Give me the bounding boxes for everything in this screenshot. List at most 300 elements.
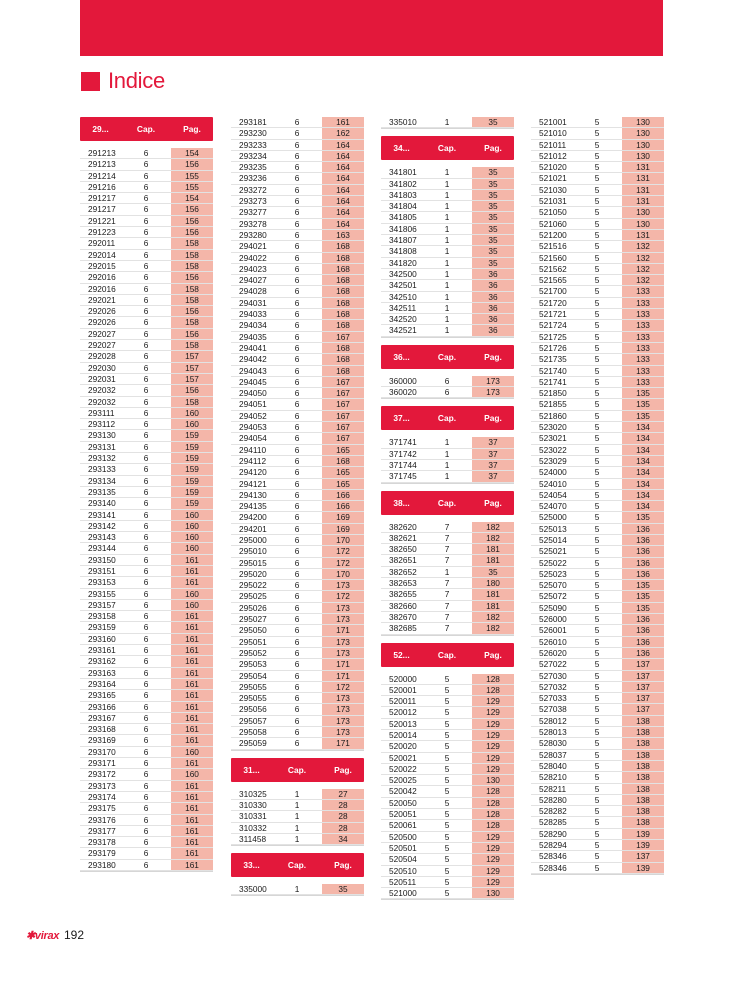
table-row [80,498,213,509]
article-code: 293173 [88,780,116,791]
chapter-value: 6 [143,633,149,644]
chapter-value: 1 [444,291,450,302]
article-code: 291216 [88,181,116,192]
chapter-value: 1 [444,280,450,291]
table-row [80,397,213,408]
article-code: 382620 [389,521,417,532]
article-code: 294112 [239,455,267,466]
article-code: 521735 [539,354,567,365]
page-value: 160 [171,747,213,757]
table-row [381,449,514,460]
table-row [531,230,664,241]
table-row [80,781,213,792]
article-code: 292032 [88,385,116,396]
chapter-value: 6 [294,489,300,500]
table-row [381,623,514,634]
page-value: 173 [322,716,364,726]
page-value: 161 [171,724,213,734]
page-value: 159 [171,453,213,463]
table-row [531,151,664,162]
page-value: 134 [622,422,664,432]
article-code: 295053 [239,659,267,670]
page-value: 160 [171,769,213,779]
chapter-value: 5 [594,139,600,150]
table-row [231,637,364,648]
article-code: 382660 [389,600,417,611]
article-code: 341803 [389,189,417,200]
page-value: 161 [171,815,213,825]
table-row [531,185,664,196]
chapter-value: 6 [143,758,149,769]
table-row [531,366,664,377]
page-value: 157 [171,374,213,384]
table-row [80,668,213,679]
chapter-value: 5 [444,865,450,876]
article-code: 293162 [88,656,116,667]
page-value: 137 [622,659,664,669]
table-row [531,727,664,738]
chapter-value: 1 [444,201,450,212]
page-value: 129 [472,866,514,876]
cap-column-header: Cap. [437,413,457,424]
chapter-value: 6 [143,690,149,701]
section-header [231,853,364,877]
article-code: 295000 [239,534,267,545]
page-value: 161 [322,117,364,127]
article-code: 292014 [88,249,116,260]
article-code: 521516 [539,241,567,252]
chapter-value: 5 [444,831,450,842]
page-value: 35 [472,224,514,234]
chapter-value: 6 [294,647,300,658]
article-code: 295022 [239,580,267,591]
page-value: 159 [171,442,213,452]
article-code: 293158 [88,611,116,622]
page-value: 161 [171,645,213,655]
table-row [231,546,364,557]
table-row [80,792,213,803]
chapter-value: 5 [594,794,600,805]
article-code: 291221 [88,215,116,226]
page-value: 130 [622,151,664,161]
article-code: 311458 [239,833,267,844]
article-code: 293172 [88,769,116,780]
table-row [231,151,364,162]
article-code: 293134 [88,475,116,486]
section-code: 36... [393,351,410,362]
table-row [80,837,213,848]
pag-column-header: Pag. [484,143,502,154]
article-code: 525072 [539,591,567,602]
article-code: 528294 [539,840,567,850]
chapter-value: 5 [594,297,600,308]
article-code: 291223 [88,227,116,238]
chapter-value: 6 [143,193,149,204]
page-value: 173 [322,603,364,613]
section-header [381,643,514,667]
article-code: 521020 [539,162,567,173]
page-value: 156 [171,329,213,339]
page-value: 164 [322,185,364,195]
chapter-value: 6 [143,712,149,723]
page-value: 173 [322,648,364,658]
article-code: 526000 [539,614,567,625]
article-code: 521021 [539,173,567,184]
page-value: 129 [472,707,514,717]
page-value: 173 [322,614,364,624]
table-row [231,445,364,456]
chapter-value: 5 [444,786,450,797]
pag-column-header: Pag. [484,649,502,660]
article-code: 528346 [539,851,567,862]
page-value: 165 [322,445,364,455]
article-code: 521721 [539,309,567,320]
page-value: 131 [622,173,664,183]
article-code: 293133 [88,464,116,475]
article-code: 293131 [88,441,116,452]
page-value: 129 [472,753,514,763]
table-row [80,713,213,724]
page-value: 161 [171,826,213,836]
article-code: 292027 [88,328,116,339]
table-row [531,693,664,704]
index-rows [381,167,514,337]
chapter-value: 5 [594,286,600,297]
page-value: 158 [171,238,213,248]
chapter-value: 6 [294,218,300,229]
page-value: 36 [472,325,514,335]
chapter-value: 6 [294,625,300,636]
chapter-value: 5 [594,467,600,478]
chapter-value: 5 [594,817,600,828]
page-value: 167 [322,332,364,342]
table-row [231,162,364,173]
article-code: 521720 [539,297,567,308]
article-code: 342521 [389,325,417,336]
chapter-value: 5 [594,422,600,433]
page-value: 161 [171,702,213,712]
article-code: 382670 [389,611,417,622]
chapter-value: 5 [594,738,600,749]
table-row [531,433,664,444]
article-code: 525000 [539,512,567,523]
article-code: 523022 [539,444,567,455]
page-value: 165 [322,467,364,477]
page-value: 181 [472,555,514,565]
table-row [531,704,664,715]
page-value: 134 [622,456,664,466]
section-code: 29... [92,124,109,134]
chapter-value: 6 [143,498,149,509]
table-row [381,798,514,809]
article-code: 295052 [239,647,267,658]
index-rows [231,884,364,896]
page-value: 161 [171,577,213,587]
index-rows [381,117,514,129]
chapter-value: 6 [294,241,300,252]
table-row [531,456,664,467]
page-value: 158 [171,397,213,407]
chapter-value: 6 [143,724,149,735]
table-row [231,411,364,422]
chapter-value: 6 [294,196,300,207]
article-code: 524000 [539,467,567,478]
chapter-value: 5 [594,309,600,320]
article-code: 292031 [88,373,116,384]
article-code: 292028 [88,351,116,362]
chapter-value: 5 [594,783,600,794]
chapter-value: 7 [444,623,450,634]
table-row [80,634,213,645]
chapter-value: 6 [294,365,300,376]
page-value: 137 [622,671,664,681]
chapter-value: 6 [294,523,300,534]
article-code: 293164 [88,678,116,689]
page-value: 182 [472,533,514,543]
table-row [231,230,364,241]
page-value: 156 [171,159,213,169]
page-value: 173 [322,580,364,590]
page-value: 161 [171,848,213,858]
article-code: 293157 [88,599,116,610]
page-value: 138 [622,772,664,782]
section-header [381,406,514,430]
article-code: 382653 [389,578,417,589]
table-row [381,832,514,843]
chapter-value: 6 [143,317,149,328]
table-row [80,340,213,351]
table-row [531,501,664,512]
table-row [231,354,364,365]
page-value: 168 [322,309,364,319]
chapter-value: 6 [294,557,300,568]
table-row [231,219,364,230]
table-row [381,888,514,899]
page-value: 136 [622,625,664,635]
article-code: 382652 [389,566,417,577]
chapter-value: 6 [294,184,300,195]
chapter-value: 6 [294,331,300,342]
table-row [531,659,664,670]
chapter-value: 6 [143,611,149,622]
table-row [80,238,213,249]
chapter-value: 5 [594,501,600,512]
table-row [381,314,514,325]
index-column-4 [531,117,664,875]
chapter-value: 5 [444,684,450,695]
page-value: 168 [322,264,364,274]
chapter-value: 5 [594,647,600,658]
chapter-value: 6 [294,512,300,523]
page-value: 168 [322,354,364,364]
chapter-value: 1 [444,302,450,313]
table-row [80,261,213,272]
chapter-value: 6 [294,568,300,579]
table-row [80,487,213,498]
page-value: 139 [622,840,664,850]
article-code: 520501 [389,842,417,853]
article-code: 294045 [239,376,267,387]
chapter-value: 6 [143,645,149,656]
chapter-value: 6 [143,622,149,633]
page-value: 128 [472,674,514,684]
page-value: 130 [622,140,664,150]
chapter-value: 6 [143,780,149,791]
table-row [80,848,213,859]
chapter-value: 1 [444,257,450,268]
table-row [80,317,213,328]
chapter-value: 1 [444,212,450,223]
article-code: 520504 [389,854,417,865]
page-value: 128 [472,809,514,819]
table-row [231,241,364,252]
article-code: 528346 [539,862,567,873]
chapter-value: 5 [594,229,600,240]
article-code: 294135 [239,501,267,512]
chapter-value: 6 [294,117,300,127]
section-code: 37... [393,413,410,424]
article-code: 293181 [239,117,267,127]
table-row [80,690,213,701]
article-code: 520511 [389,876,417,887]
article-code: 341801 [389,167,417,178]
page-value: 160 [171,543,213,553]
table-row [80,600,213,611]
article-code: 293166 [88,701,116,712]
chapter-value: 5 [594,241,600,252]
page-value: 28 [322,811,364,821]
chapter-value: 7 [444,600,450,611]
table-row [531,648,664,659]
table-row [80,656,213,667]
table-row [381,578,514,589]
page-value: 164 [322,219,364,229]
cap-column-header: Cap. [287,860,307,871]
article-code: 294201 [239,523,267,534]
page-value: 158 [171,295,213,305]
chapter-value: 6 [143,837,149,848]
article-code: 382651 [389,555,417,566]
index-rows [381,376,514,400]
table-row [381,190,514,201]
page-value: 161 [171,792,213,802]
chapter-value: 6 [143,532,149,543]
chapter-value: 6 [143,453,149,464]
article-code: 341820 [389,257,417,268]
article-code: 310330 [239,799,267,810]
page-value: 170 [322,535,364,545]
article-code: 521050 [539,207,567,218]
page-value: 36 [472,303,514,313]
table-row [80,453,213,464]
table-row [531,343,664,354]
article-code: 295027 [239,614,267,625]
chapter-value: 6 [294,591,300,602]
chapter-value: 5 [594,614,600,625]
chapter-value: 5 [594,693,600,704]
chapter-value: 5 [594,512,600,523]
table-row [381,280,514,291]
chapter-value: 1 [444,246,450,257]
chapter-value: 6 [143,227,149,238]
chapter-value: 6 [143,509,149,520]
article-code: 310331 [239,811,267,822]
table-row [80,735,213,746]
page-value: 161 [171,566,213,576]
chapter-value: 5 [594,715,600,726]
table-row [381,325,514,336]
table-row [531,817,664,828]
page-value: 168 [322,343,364,353]
chapter-value: 6 [143,735,149,746]
chapter-value: 5 [594,150,600,161]
page-value: 164 [322,196,364,206]
page-value: 154 [171,148,213,158]
page-value: 35 [322,884,364,894]
article-code: 293179 [88,848,116,859]
chapter-value: 7 [444,544,450,555]
page-value: 133 [622,320,664,330]
chapter-value: 6 [143,419,149,430]
article-code: 295055 [239,681,267,692]
page-value: 37 [472,437,514,447]
chapter-value: 6 [294,614,300,625]
table-row [231,693,364,704]
article-code: 292021 [88,294,116,305]
page-value: 162 [322,128,364,138]
page-value: 139 [622,863,664,873]
article-code: 527038 [539,704,567,715]
chapter-value: 6 [143,520,149,531]
chapter-value: 1 [294,833,300,844]
article-code: 293236 [239,173,267,184]
article-code: 382655 [389,589,417,600]
chapter-value: 6 [294,207,300,218]
page-value: 167 [322,377,364,387]
chapter-value: 5 [444,741,450,752]
table-row [231,614,364,625]
chapter-value: 6 [294,670,300,681]
table-row [80,227,213,238]
chapter-value: 6 [143,859,149,870]
chapter-value: 5 [444,707,450,718]
article-code: 294050 [239,388,267,399]
article-code: 521011 [539,139,567,150]
chapter-value: 5 [594,523,600,534]
page-value: 129 [472,719,514,729]
page-value: 35 [472,190,514,200]
table-row [80,408,213,419]
table-row [231,433,364,444]
table-row [381,258,514,269]
chapter-value: 5 [594,342,600,353]
table-row [231,558,364,569]
chapter-value: 1 [444,117,450,127]
table-row [531,140,664,151]
table-row [231,388,364,399]
chapter-value: 1 [444,167,450,178]
article-code: 525090 [539,602,567,613]
page-value: 132 [622,253,664,263]
table-row [381,179,514,190]
chapter-value: 6 [294,444,300,455]
article-code: 524010 [539,478,567,489]
page-value: 129 [472,832,514,842]
table-row [531,795,664,806]
page-value: 161 [171,758,213,768]
table-row [381,601,514,612]
header-band [80,0,663,56]
